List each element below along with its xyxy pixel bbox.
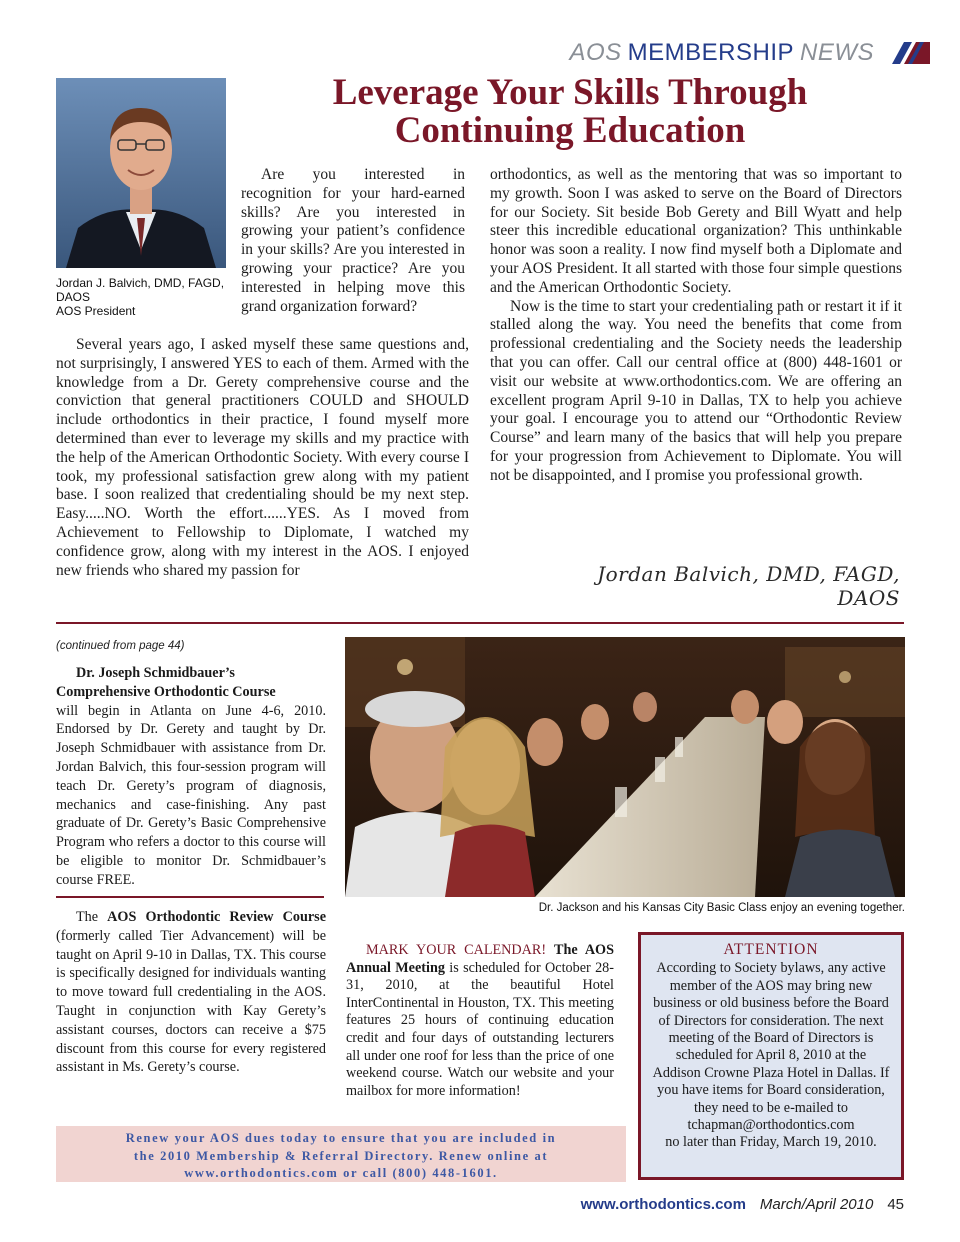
course2-text: (formerly called Tier Advancement) will be taught on April 9-10 in Dallas, TX. This course is specifically designed for individuals wanting to move toward full credentialing in the AOS. Taught in conjunction with Kay Gerety’s assistant courses, doctors can receive a $75 discount from this course for every registered assistant in Ms. Gerety’s course. <box>56 927 326 1076</box>
renew-dues-banner <box>56 1126 626 1182</box>
president-portrait <box>56 78 226 268</box>
course-divider <box>56 896 324 898</box>
renew-line-3[interactable]: www.orthodontics.com or call (800) 448-1601. <box>184 1166 498 1180</box>
article-col1-bottom <box>56 336 469 580</box>
calendar-text: is scheduled for October 28-31, 2010, at the beautiful Hotel InterContinental in Houston, TX. This meeting features 25 hours of continuing education credit and four days of outstanding lecturers all under one roof for less than the price of one weekend course. Watch our website and your mailbox for more information! <box>346 959 614 1099</box>
double-slash-icon <box>882 42 930 64</box>
page-number: 45 <box>887 1196 904 1213</box>
schmidbauer-course-item <box>56 664 326 890</box>
title-line-1: Leverage Your Skills Through <box>332 72 808 113</box>
section-suffix: NEWS <box>800 39 874 66</box>
article-paragraph-2: Several years ago, I asked myself these same questions and, not surprisingly, I answered YES to each of them. Armed with the knowledge from a Dr. Gerety comprehensive course and the conviction that general practitioners COULD and SHOULD include orthodontics in their practice, I found myself more determined than ever to leverage my skills and my practice with the help of the American Orthodontic Society. With every course I took, my professional satisfaction grew along with my patient base. I soon realized that credentialing should be my next step. Easy.....NO. Worth the effort......YES. As I moved from Achievement to Fellowship to Diplomate, I watched my confidence grow, along with my interest in the AOS. I enjoyed new friends who shared my passion for <box>56 336 469 579</box>
attention-email[interactable]: tchapman@orthodontics.com <box>687 1117 855 1134</box>
review-course-item <box>56 908 326 1077</box>
footer-issue: March/April 2010 <box>759 1196 874 1213</box>
portrait-caption <box>56 276 241 318</box>
portrait-caption-line-1: Jordan J. Balvich, DMD, FAGD, <box>56 276 225 290</box>
group-dinner-photo <box>345 637 905 897</box>
course2-name: AOS Orthodontic Review Course <box>107 909 326 925</box>
section-prefix: AOS <box>569 39 622 66</box>
calendar-heading: MARK YOUR CALENDAR! <box>366 942 547 958</box>
footer-url[interactable]: www.orthodontics.com <box>580 1196 746 1213</box>
annual-meeting-notice <box>346 942 614 1100</box>
portrait-caption-line-3: AOS President <box>56 304 136 318</box>
signature: Jordan Balvich, DMD, FAGD, DAOS <box>597 562 900 610</box>
article-paragraph-3: Now is the time to start your credentialing path or restart it if it stalled along the way. You need the benefits that come from professional credentialing and the Society needs the leadership that you can offer. Call our central office at (800) 448-1601 or visit our website at www.orthodontics.com. We are offering an excellent program April 9-10 in Dallas, TX to help you achieve your goal. I encourage you to attend our “Orthodontic Review Course” and learn many of the basics that will help you prepare for your progression from Achievement to Diplomate. You will not be disappointed, and I promise you professional growth. <box>490 297 902 484</box>
section-main: MEMBERSHIP <box>627 39 794 66</box>
article-title <box>240 74 900 150</box>
renew-line-2: the 2010 Membership & Referral Directory. Renew online at <box>133 1148 549 1163</box>
course1-name-b: Comprehensive Orthodontic Course <box>56 683 276 700</box>
continued-note: (continued from page 44) <box>56 640 185 652</box>
course1-text: will begin in Atlanta on June 4-6, 2010. Endorsed by Dr. Gerety and taught by Dr. Joseph Schmidbauer with assistance from Dr. Jordan Balvich, this four-session program will teach Dr. Gerety’s program of diagnosis, mechanics and case-finishing. Any past graduate of Dr. Gerety’s Basic Comprehensive Program who refers a doctor to this course will be eligible to monitor Dr. Schmidbauer’s course FREE. <box>56 702 326 888</box>
page-footer <box>581 1196 904 1213</box>
course1-name-a: Dr. Joseph Schmidbauer’s <box>76 665 235 681</box>
article-paragraph-2-continued: orthodontics, as well as the mentoring that was so important to my growth. Soon I was asked to serve on the Board of Directors for our Society. Sit beside Bob Gerety and Bill Wyatt and help steer this incredible educational organization? This unthinkable honor was soon a reality. I now find myself both a Diplomate and your AOS President. It all started with those four simple questions and the American Orthodontic Society. <box>490 166 902 296</box>
article-col2 <box>490 166 902 486</box>
calendar-event-name: The AOS Annual Meeting <box>346 942 614 976</box>
article-paragraph-1: Are you interested in recognition for your hard-earned skills? Are you interested in growing your patient’s confidence in your skills? Are you interested in growing your practice? Are you interested in helping move this grand organization forward? <box>241 166 465 315</box>
section-header <box>569 38 930 68</box>
article-col1-top <box>241 166 465 316</box>
renew-line-1: Renew your AOS dues today to ensure that you are included in <box>125 1131 557 1145</box>
portrait-caption-line-2: DAOS <box>56 290 91 304</box>
attention-text: According to Society bylaws, any active member of the AOS may bring new business or old business before the Board of Directors for consideration. The next meeting of the Board of Directors is scheduled for April 8, 2010 at the Addison Crowne Plaza Hotel in Dallas. If you have items for Board consideration, they need to be e-mailed to <box>652 960 890 1116</box>
course2-lead: The <box>76 909 99 925</box>
title-line-2: Continuing Education <box>394 110 746 151</box>
attention-box <box>638 932 904 1180</box>
attention-heading: ATTENTION <box>723 941 819 958</box>
photo-caption: Dr. Jackson and his Kansas City Basic Class enjoy an evening together. <box>538 902 905 914</box>
attention-deadline: no later than Friday, March 19, 2010. <box>665 1134 877 1151</box>
section-divider <box>56 622 904 624</box>
